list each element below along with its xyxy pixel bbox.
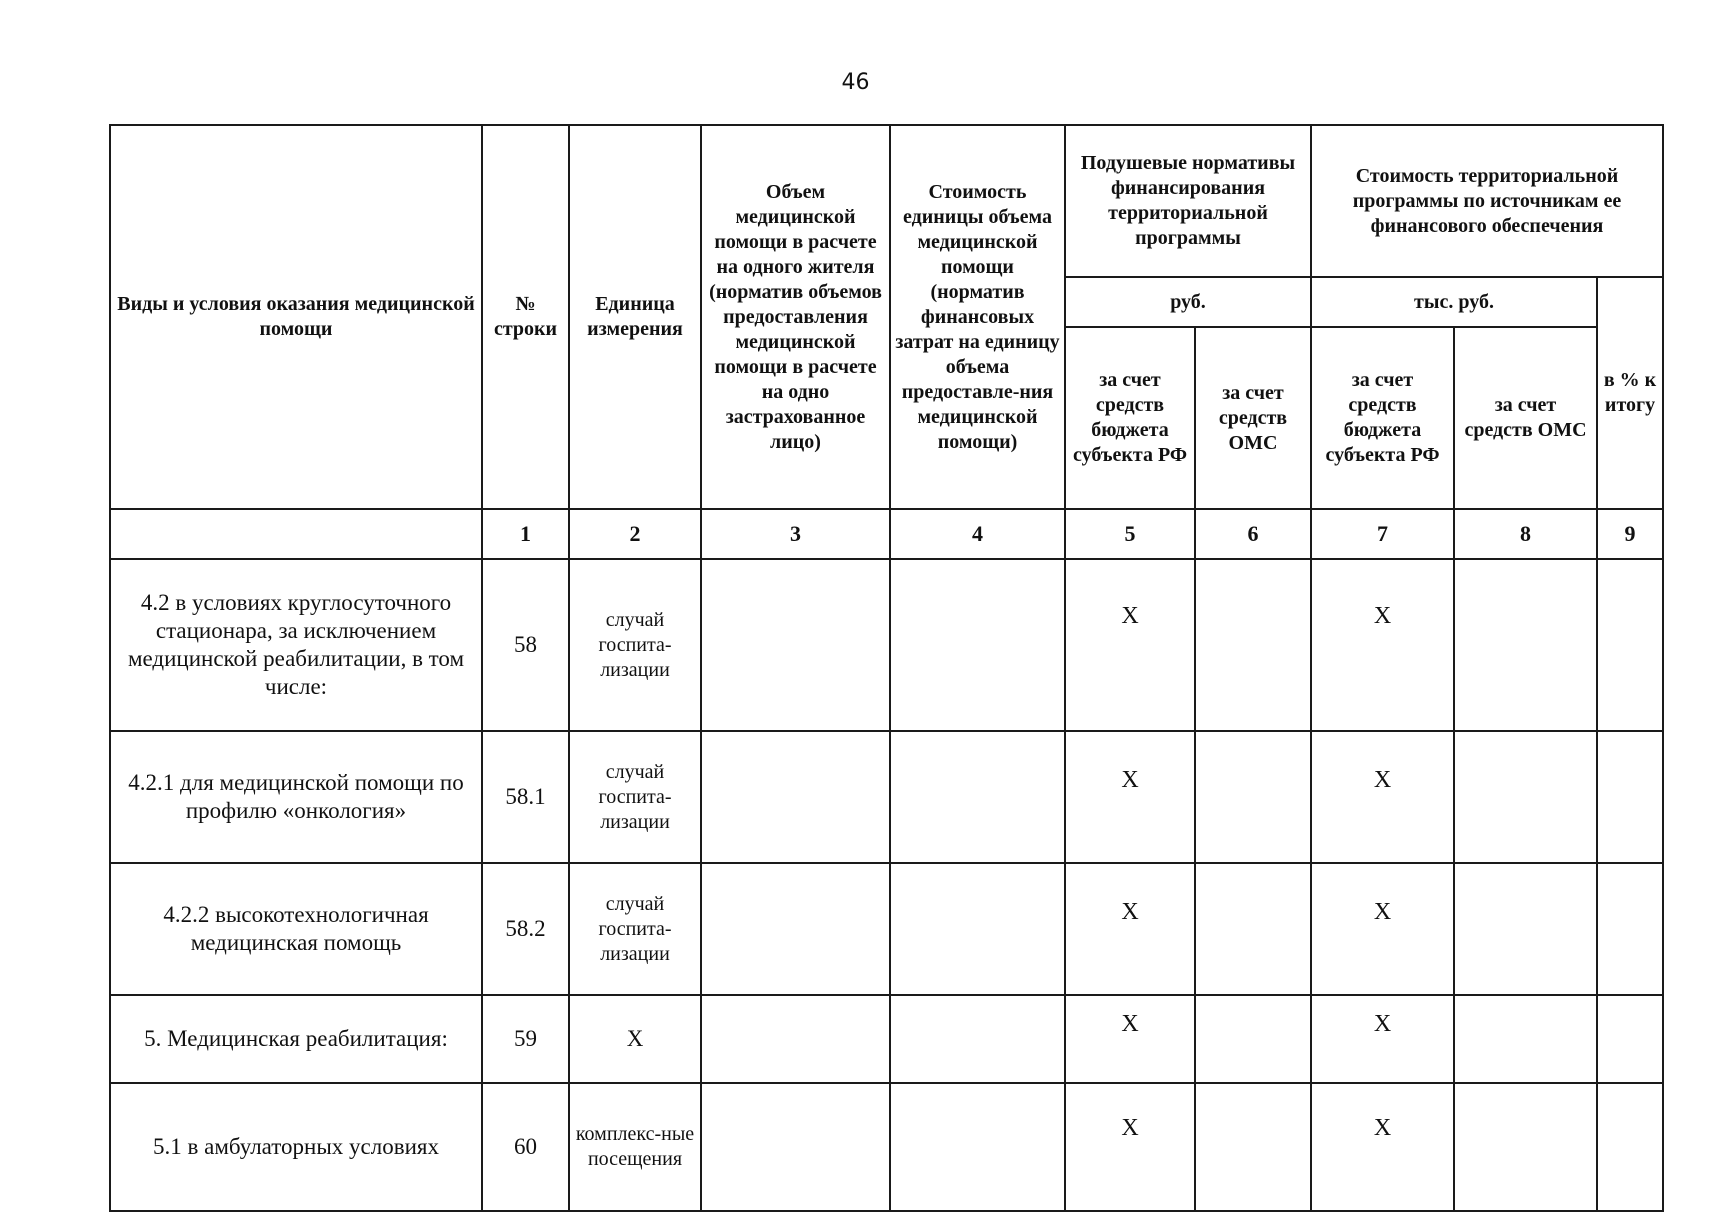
row-number: 58.2 xyxy=(482,863,569,995)
row-cost xyxy=(890,1083,1065,1211)
header-unit: Единица измерения xyxy=(569,125,701,509)
row-oms-rub xyxy=(1195,731,1311,863)
row-oms-rub xyxy=(1195,559,1311,731)
column-number xyxy=(110,509,482,559)
table-row xyxy=(110,1083,1663,1211)
row-unit: случай госпита-лизации xyxy=(569,863,701,995)
header-percent: в % к итогу xyxy=(1597,277,1663,509)
row-cost xyxy=(890,559,1065,731)
row-type: 5. Медицинская реабилитация: xyxy=(110,995,482,1083)
row-unit: случай госпита-лизации xyxy=(569,559,701,731)
column-number: 8 xyxy=(1454,509,1597,559)
header-row-no: № строки xyxy=(482,125,569,509)
row-oms-thousand xyxy=(1454,559,1597,731)
row-unit: комплекс-ные посещения xyxy=(569,1083,701,1211)
row-cost xyxy=(890,863,1065,995)
header-volume: Объем медицинской помощи в расчете на одного жителя (норматив объемов предоставления медицинской помощи в расчете на одно застрахованное лицо) xyxy=(701,125,890,509)
row-number: 59 xyxy=(482,995,569,1083)
row-volume xyxy=(701,1083,890,1211)
row-oms-thousand xyxy=(1454,1083,1597,1211)
page-number: 46 xyxy=(841,70,870,95)
row-budget-rub: Х xyxy=(1065,863,1195,995)
row-percent xyxy=(1597,731,1663,863)
header-program-cost: Стоимость территориальной программы по источникам ее финансового обеспечения xyxy=(1311,125,1663,277)
row-volume xyxy=(701,731,890,863)
program-cost-table xyxy=(109,124,1664,1212)
column-number: 5 xyxy=(1065,509,1195,559)
row-oms-rub xyxy=(1195,863,1311,995)
row-type: 4.2.1 для медицинской помощи по профилю «онкология» xyxy=(110,731,482,863)
row-budget-thousand: Х xyxy=(1311,863,1454,995)
row-oms-rub xyxy=(1195,1083,1311,1211)
row-volume xyxy=(701,559,890,731)
column-number: 1 xyxy=(482,509,569,559)
header-per-capita: Подушевые нормативы финансирования территориальной программы xyxy=(1065,125,1311,277)
header-cost: Стоимость единицы объема медицинской помощи (норматив финансовых затрат на единицу объема предоставле-ния медицинской помощи) xyxy=(890,125,1065,509)
column-number: 4 xyxy=(890,509,1065,559)
column-number-row xyxy=(110,509,1663,559)
row-oms-thousand xyxy=(1454,731,1597,863)
row-volume xyxy=(701,863,890,995)
row-oms-thousand xyxy=(1454,995,1597,1083)
row-budget-rub: Х xyxy=(1065,731,1195,863)
column-number: 7 xyxy=(1311,509,1454,559)
column-number: 6 xyxy=(1195,509,1311,559)
table-row xyxy=(110,995,1663,1083)
row-budget-thousand: Х xyxy=(1311,995,1454,1083)
header-thousand-rub: тыс. руб. xyxy=(1311,277,1597,327)
row-cost xyxy=(890,731,1065,863)
header-type: Виды и условия оказания медицинской помощи xyxy=(110,125,482,509)
row-number: 58.1 xyxy=(482,731,569,863)
row-number: 58 xyxy=(482,559,569,731)
table-row xyxy=(110,559,1663,731)
table-row xyxy=(110,731,1663,863)
row-volume xyxy=(701,995,890,1083)
row-budget-rub: Х xyxy=(1065,559,1195,731)
header-budget-thousand: за счет средств бюджета субъекта РФ xyxy=(1311,327,1454,509)
row-budget-rub: Х xyxy=(1065,1083,1195,1211)
row-type: 4.2 в условиях круглосуточного стационара, за исключением медицинской реабилитации, в том числе: xyxy=(110,559,482,731)
row-oms-thousand xyxy=(1454,863,1597,995)
row-percent xyxy=(1597,1083,1663,1211)
header-oms-rub: за счет средств ОМС xyxy=(1195,327,1311,509)
row-percent xyxy=(1597,995,1663,1083)
row-percent xyxy=(1597,559,1663,731)
row-budget-rub: Х xyxy=(1065,995,1195,1083)
column-number: 3 xyxy=(701,509,890,559)
row-type: 4.2.2 высокотехнологичная медицинская помощь xyxy=(110,863,482,995)
header-row-1 xyxy=(110,125,1663,277)
header-oms-thousand: за счет средств ОМС xyxy=(1454,327,1597,509)
row-budget-thousand: Х xyxy=(1311,559,1454,731)
table-row xyxy=(110,863,1663,995)
column-number: 2 xyxy=(569,509,701,559)
row-budget-thousand: Х xyxy=(1311,731,1454,863)
row-unit: случай госпита-лизации xyxy=(569,731,701,863)
header-budget-rub: за счет средств бюджета субъекта РФ xyxy=(1065,327,1195,509)
row-budget-thousand: Х xyxy=(1311,1083,1454,1211)
row-type: 5.1 в амбулаторных условиях xyxy=(110,1083,482,1211)
row-unit: Х xyxy=(569,995,701,1083)
row-cost xyxy=(890,995,1065,1083)
header-rub: руб. xyxy=(1065,277,1311,327)
row-oms-rub xyxy=(1195,995,1311,1083)
row-percent xyxy=(1597,863,1663,995)
column-number: 9 xyxy=(1597,509,1663,559)
row-number: 60 xyxy=(482,1083,569,1211)
